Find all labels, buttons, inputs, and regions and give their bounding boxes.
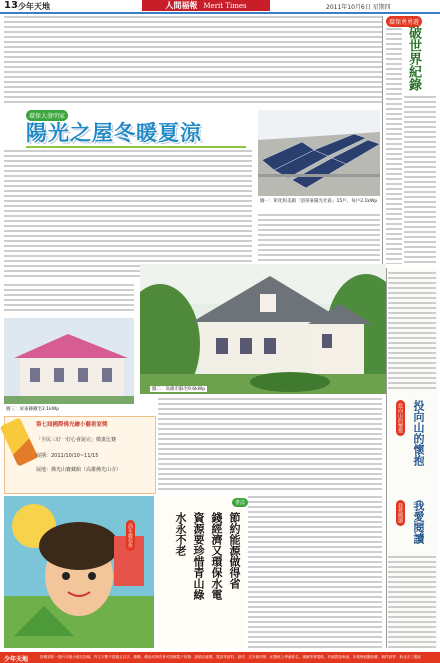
photo-house-kaohsiung [140, 264, 386, 394]
event-period: 展期：2011/10/10~11/15 [36, 453, 99, 459]
pink-house-image [4, 318, 134, 404]
newspaper-name: 人間福報 [165, 0, 198, 10]
student-painting [4, 496, 154, 648]
right-column-text [386, 28, 402, 264]
section-title: 少年天地 [18, 2, 50, 11]
event-subtitle: 「全民三好一好心會說完」徵畫比賽 [36, 437, 117, 443]
lower-article-text [248, 496, 382, 648]
main-article-tag: 環保大發明家 [26, 110, 68, 121]
event-venue: 展地：佛光山寶藏館（高雄佛光山寺） [36, 467, 122, 473]
right-column-text-2 [404, 96, 436, 264]
calligraphy-tag: 書法 [232, 498, 248, 507]
main-article-title: 陽光之屋冬暖夏涼 [26, 121, 202, 145]
lower-right-text-2 [388, 556, 436, 648]
footer-label: 少年天地 [4, 656, 29, 663]
lower-right-title-1: 投向山的懷抱 [412, 400, 425, 466]
event-article-text [158, 398, 382, 492]
title-underline [26, 146, 246, 148]
right-column-title: 破世界紀錄 [406, 26, 421, 91]
calligraphy-line-3: 資源要珍惜青山綠 [192, 512, 205, 600]
photo-house-pingtung [4, 318, 134, 404]
main-article-body [4, 150, 252, 280]
painting-label: 高年級佳作 [126, 520, 135, 551]
page-number: 13 [4, 0, 18, 11]
painting-image [4, 496, 154, 648]
lower-right-text-1 [388, 272, 436, 392]
photo3-caption: 圖三：屏東縣戴宅2.1kWp [6, 407, 60, 412]
lower-right-tag-1: 投向山的懷抱 [396, 400, 405, 436]
column-divider-lower [386, 268, 387, 648]
photo2-caption: 圖二：高雄市蘇宅9.6kWp [152, 387, 206, 392]
calligraphy-line-2: 錢經濟又環保水電 [210, 512, 223, 600]
right-column-tag: 環保勇勇遊 [386, 16, 422, 27]
solar-rooftop-image [258, 110, 380, 196]
footer-text: 投稿須知一期六年級小朋友投稿，作文字數不超過五百字，優優。優良或與作者可投稿電子信箱：請填正確郵，電話等資料，請作、五年級同學，紀錄班上學童姓名、讀讀等發電紙，有疑問請來函，本報保留刪改權，稿件請寄：新北市三重區 [40, 655, 421, 659]
calligraphy-line-4: 水永不老 [174, 512, 187, 556]
main-article-body-right [258, 214, 380, 264]
article-text-top [4, 16, 382, 106]
lower-right-title-2: 我愛閱讀 [412, 500, 425, 544]
photo-solar-rooftop [258, 110, 380, 196]
masthead-logo [142, 0, 270, 11]
column-divider [382, 16, 383, 264]
newspaper-name-en: Merit Times [203, 1, 247, 10]
issue-date: 2011年10月6日 星期四 [326, 4, 391, 11]
lower-right-tag-2: 我愛閱讀 [396, 500, 405, 526]
house-image [140, 264, 386, 394]
photo1-caption: 圖一：彰化和美鎮「頂蒂豪陽光社區」15戶，每戶2.1kWp [260, 199, 378, 204]
event-title: 第七屆國際佛光繪小藝術家獎 [36, 422, 108, 428]
calligraphy-line-1: 節約能源做得省 [228, 512, 241, 589]
main-article-body-lower-left [4, 284, 134, 314]
